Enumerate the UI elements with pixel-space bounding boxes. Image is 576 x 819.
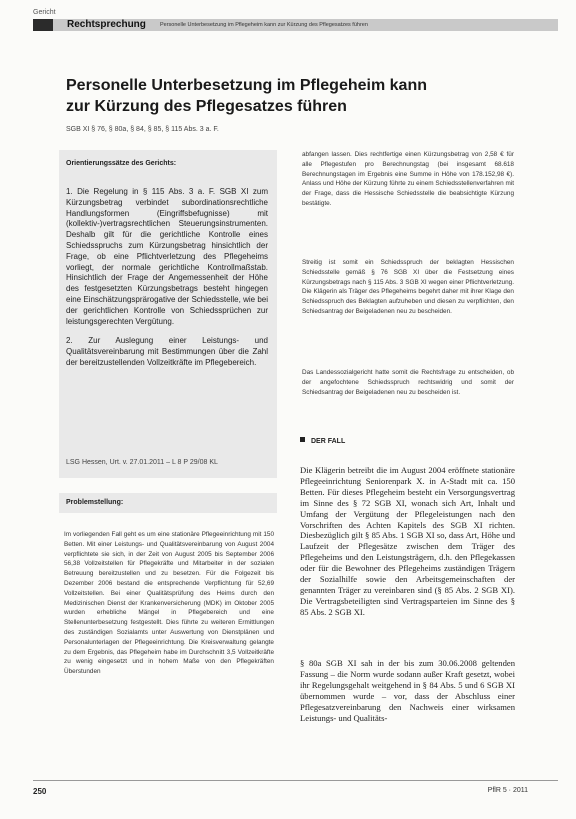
square-bullet-icon <box>300 437 305 442</box>
right-paragraph-1 <box>302 150 514 209</box>
orientation-point-2: 2. Zur Auslegung einer Leistungs- und Qualitätsvereinbarung mit Bestimmungen über die Zahl der bereitzustellenden Vollzeitkräfte im Pflegebereich. <box>66 336 268 367</box>
law-references: SGB XI § 76, § 80a, § 84, § 85, § 115 Abs. 3 a. F. <box>66 126 219 133</box>
page-number: 250 <box>33 787 47 796</box>
header-title: Rechtsprechung <box>67 19 146 30</box>
orientation-points <box>66 187 268 378</box>
problem-paragraph: Im vorliegenden Fall geht es um eine stationäre Pflegeeinrichtung mit 150 Betten. Mit einer Leistungs- und Qualitätsvereinbarung von August 2004 verpflichtete sie sich, in der Zeit von August 2005 bis September 2006 56,38 Vollzeitstellen für Pflegekräfte und Mitarbeiter in der sozialen Betreuung bereitzustellen und zu besetzen. Für die Folgezeit bis Dezember 2006 bestand die entsprechende Verpflichtung für 52,69 Vollzeitstellen. Bei einer Qualitätsprüfung des Heims durch den Medizinischen Dienst der Krankenversicherung (MDK) im Oktober 2005 wurden erhebliche Mängel in Pflegebereich und eine Stellenunterbesetzung festgestellt. Dies führte zu weiteren Ermittlungen des zuständigen Sozialamts unter Auswertung von Dienstplänen und Personalunterlagen der Pflegeeinrichtung. Die Kreisverwaltung gelangte zu dem Ergebnis, das Pflegeheim habe im Durchschnitt 3,5 Vollzeitkräfte zu wenig eingesetzt und in hohem Maße von den Pflegekräften Überstunden <box>64 531 274 676</box>
paragraph-text: Die Klägerin betreibt die im August 2004 eröffnete stationäre Pflegeeinrichtung Seniorenpark X. in A-Stadt mit ca. 150 Betten. Für dieses Pflegeheim besteht ein Versorgungsvertrag im Sinne des § 72 SGB XI, wonach sich Art, Inhalt und Umfang der Vergütung der Pflegeleistungen nach den Vorschriften des Achten Kapitels des SGB XI richten. Diesbezüglich gilt § 85 Abs. 1 SGB XI so, dass Art, Höhe und Laufzeit der Pflegesätze zwischen dem Träger des Pflegeheims und den Leistungsträgern, d.h. den Pflegekassen oder für die Bewohner des Pflegeheims zuständigen Trägern der Sozialhilfe sowie den Arbeitsgemeinschaften der genannten Träger zu vereinbaren sind (§ 85 Abs. 2 SGB XI). Die Vertragsbeteiligten sind Vertragsparteien im Sinne des § 85 Abs. 2 SGB XI. <box>300 465 515 617</box>
article-title <box>66 75 486 117</box>
right-paragraph-2 <box>302 258 514 317</box>
article-title-line-2: zur Kürzung des Pflegesatzes führen <box>66 98 347 115</box>
paragraph-text: Streitig ist somit ein Schiedsspruch der beklagten Hessischen Schiedsstelle gemäß § 76 SGB XI über die Festsetzung eines Kürzungsbetrags nach § 115 Abs. 3 SGB XI wegen einer Pflichtverletzung. Die Klägerin als Träger des Pflegeheims begehrt daher mit ihrer Klage den Schiedsspruch des Beklagten aufzuheben und diesen zu verpflichten, den Schiedsantrag der Beigeladenen neu zu bescheiden. <box>302 259 514 315</box>
footer-divider <box>33 780 558 781</box>
court-citation: LSG Hessen, Urt. v. 27.01.2011 – L 8 P 29/08 KL <box>66 459 218 466</box>
article-title-line-1: Personelle Unterbesetzung im Pflegeheim kann <box>66 77 427 94</box>
case-paragraph-1 <box>300 465 515 618</box>
journal-reference: PflR 5 · 2011 <box>487 787 528 794</box>
section-label: Gericht <box>33 9 56 16</box>
right-paragraph-3 <box>302 368 514 397</box>
paragraph-text: Das Landessozialgericht hatte somit die Rechtsfrage zu entscheiden, ob der angefochtene Schiedsspruch rechtswidrig und somit der Schiedsantrag der Beigeladenen neu zu bescheiden ist. <box>302 369 514 396</box>
orientation-point-1: 1. Die Regelung in § 115 Abs. 3 a. F. SGB XI zum Kürzungsbetrag verbindet subordinationsrechtliche Handlungsformen (Eingriffsbefugnisse) mit (kollektiv-)vertragsrechtlichen Steuerungsinstrumenten. Deshalb gilt für die gerichtliche Kontrolle eines Schiedsspruchs zum Kürzungsbetrag hinsichtlich der Frage, ob eine Pflichtverletzung des Pflegeheims vorliegt, der normale gerichtliche Kontrollmaßstab. Hinsichtlich der Frage der Angemessenheit der Höhe des festgesetzten Kürzungsbetrags besteht hingegen eine Einschätzungsprärogative der Schiedsstelle, wie bei der gerichtlichen Kontrolle von Schiedssprüchen zur leistungsgerechten Vergütung. <box>66 187 268 326</box>
paragraph-text: abfangen lassen. Dies rechtfertige einen Kürzungsbetrag von 2,58 € für alle Pflegestufen pro Berechnungstag (bei insgesamt 68.618 Berechnungstagen im Ergebnis eine Summe in Höhe von 178.152,98 €). Anlass und Höhe der Kürzung führte zu einem Schiedsstellenverfahren mit der Frage, dass die Hessische Schiedsstelle die beabsichtigte Kürzung bestätigte. <box>302 151 514 207</box>
problem-text-column <box>64 530 274 677</box>
case-heading-label: DER FALL <box>311 438 346 445</box>
case-paragraph-2 <box>300 658 515 723</box>
running-header <box>33 19 558 31</box>
header-marker <box>33 19 53 31</box>
orientation-heading: Orientierungssätze des Gerichts: <box>66 160 177 167</box>
case-heading <box>300 437 345 445</box>
paragraph-text: § 80a SGB XI sah in der bis zum 30.06.2008 geltenden Fassung – die Norm wurde sodann außer Kraft gesetzt, wobei ihr Regelungsgehalt weitgehend in § 84 Abs. 5 und 6 SGB XI übernommen wurde – vor, dass der Abschluss einer Pflegesatzvereinbarung den Nachweis einer wirksamen Leistungs- und Qualitäts- <box>300 658 515 723</box>
header-subtitle: Personelle Unterbesetzung im Pflegeheim kann zur Kürzung des Pflegesatzes führen <box>160 22 368 28</box>
problem-heading: Problemstellung: <box>66 499 124 506</box>
